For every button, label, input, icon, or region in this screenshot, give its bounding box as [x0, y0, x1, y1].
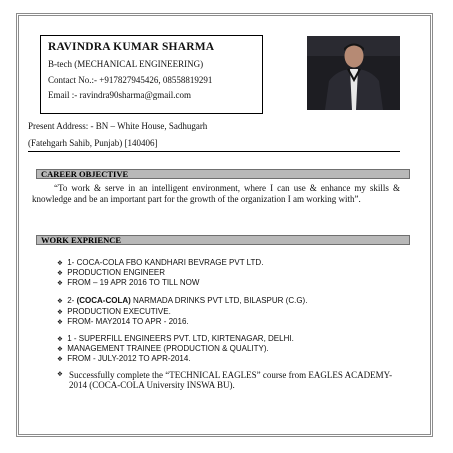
- diamond-bullet-icon: ❖: [57, 355, 63, 363]
- header-box: [40, 35, 263, 114]
- career-objective-text: “To work & serve in an intelligent environment, where I can use & enhance my skills & knowledge and be an important part for the growth of the organization I am working with”.: [32, 183, 400, 204]
- job1-period: FROM – 19 APR 2016 TO TILL NOW: [67, 278, 200, 287]
- list-item: [57, 370, 409, 390]
- course-text: Successfully complete the “TECHNICAL EAGLES” course from EAGLES ACADEMY-2014 (COCA-COLA University INSWA BU).: [69, 370, 393, 390]
- email: Email :- ravindra90sharma@gmail.com: [48, 90, 191, 100]
- list-item: [57, 258, 263, 267]
- job2-prefix: 2-: [67, 296, 77, 305]
- divider: [28, 151, 400, 152]
- list-item: [57, 344, 269, 353]
- diamond-bullet-icon: ❖: [57, 308, 63, 316]
- list-item: [57, 317, 189, 326]
- diamond-bullet-icon: ❖: [57, 259, 63, 267]
- job3-company: 1 - SUPERFILL ENGINEERS PVT. LTD, KIRTENAGAR, DELHI.: [67, 334, 294, 343]
- contact-number: Contact No.:- +917827945426, 08558819291: [48, 74, 213, 85]
- work-experience-heading: WORK EXPRIENCE: [36, 235, 410, 245]
- diamond-bullet-icon: ❖: [57, 269, 63, 277]
- job3-period: FROM - JULY-2012 TO APR-2014.: [67, 354, 191, 363]
- profile-photo: [307, 36, 400, 110]
- job2-role: PRODUCTION EXECUTIVE.: [67, 307, 171, 316]
- address-city: (Fatehgarh Sahib, Punjab) [140406]: [28, 138, 158, 148]
- list-item: [57, 296, 307, 305]
- diamond-bullet-icon: ❖: [57, 345, 63, 353]
- diamond-bullet-icon: ❖: [57, 370, 63, 378]
- job2-company: NARMADA DRINKS PVT LTD, BILASPUR (C.G).: [130, 296, 308, 305]
- career-objective-heading: CAREER OBJECTIVE: [36, 169, 410, 179]
- degree: B-tech (MECHANICAL ENGINEERING): [48, 59, 204, 69]
- list-item: [57, 307, 171, 316]
- present-address: Present Address: - BN – White House, Sadhugarh: [28, 121, 208, 131]
- job2-brand: (COCA-COLA): [76, 296, 131, 305]
- job1-company: 1- COCA-COLA FBO KANDHARI BEVRAGE PVT LTD.: [67, 258, 264, 267]
- candidate-name: RAVINDRA KUMAR SHARMA: [48, 41, 215, 53]
- job2-period: FROM- MAY2014 TO APR - 2016.: [67, 317, 189, 326]
- diamond-bullet-icon: ❖: [57, 318, 63, 326]
- list-item: [57, 354, 191, 363]
- diamond-bullet-icon: ❖: [57, 279, 63, 287]
- diamond-bullet-icon: ❖: [57, 297, 63, 305]
- job1-role: PRODUCTION ENGINEER: [67, 268, 166, 277]
- list-item: [57, 278, 199, 287]
- diamond-bullet-icon: ❖: [57, 335, 63, 343]
- job3-role: MANAGEMENT TRAINEE (PRODUCTION & QUALITY).: [67, 344, 269, 353]
- list-item: [57, 268, 165, 277]
- list-item: [57, 334, 294, 343]
